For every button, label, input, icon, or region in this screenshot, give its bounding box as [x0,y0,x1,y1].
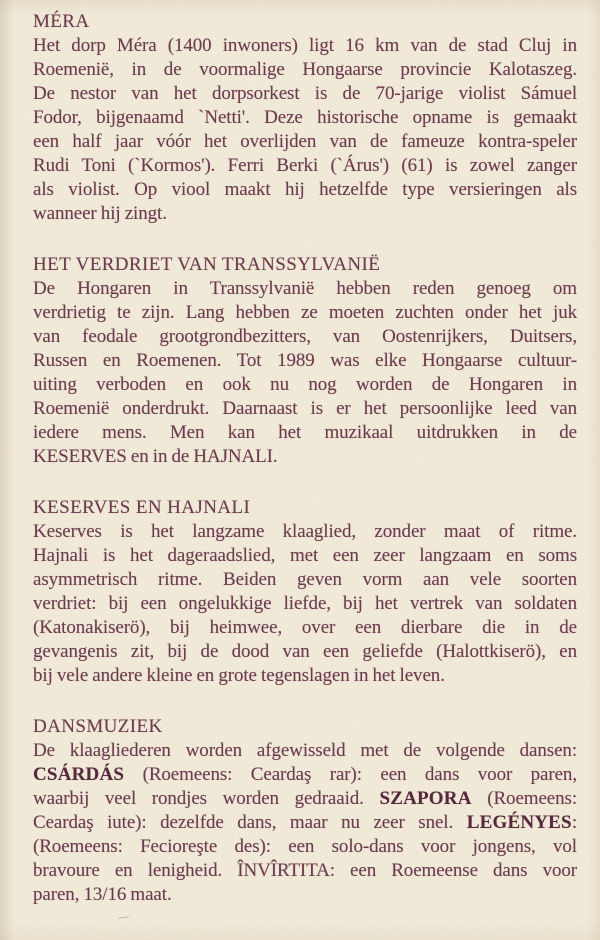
text-segment: verdrietig te zijn. Lang hebben ze moeten zuchten onder het juk [33,302,577,323]
text-line [33,277,577,301]
text-segment: bij vele andere kleine en grote tegenslagen in het leven. [33,665,445,686]
text-line [33,34,577,58]
section-dansmuziek [33,715,577,907]
text-line [33,397,577,421]
text-line [33,739,577,763]
section-keserves-en-hajnali [33,496,577,688]
text-line [33,445,577,469]
text-line [33,592,577,616]
section-heading: MÉRA [33,11,90,32]
text-line [33,640,577,664]
text-segment: uiting verboden en ook nu nog worden de Hongaren in [33,374,577,395]
section-heading: KESERVES EN HAJNALI [33,497,251,518]
text-segment: wanneer hij zingt. [33,203,167,224]
text-segment: KESERVES en in de HAJNALI. [33,446,278,467]
text-line [33,82,577,106]
text-line [33,373,577,397]
section-heading: DANSMUZIEK [33,716,163,737]
section-body [33,520,577,688]
text-line [33,325,577,349]
text-segment: bravoure en lenigheid. ÎNVÎRTITA: een Roemeense dans voor [33,860,577,881]
text-segment: Het dorp Méra (1400 inwoners) ligt 16 km van de stad Cluj in [33,35,577,56]
text-line [33,58,577,82]
text-line [33,544,577,568]
section-body [33,739,577,907]
section-heading: HET VERDRIET VAN TRANSSYLVANIË [33,254,381,275]
text-line [33,301,577,325]
text-segment: (Roemeens: Fecioreşte des): een solo-dans voor jongens, vol [33,836,577,857]
text-line [33,859,577,883]
text-segment: gevangenis zit, bij de dood van een geliefde (Halottkiserö), en [33,641,577,662]
text-line [33,811,577,835]
text-segment: Rudi Toni (`Kormos'). Ferri Berki (`Árus') (61) is zowel zanger [33,155,577,176]
text-segment: De nestor van het dorpsorkest is de 70-jarige violist Sámuel [33,83,577,104]
text-line [33,349,577,373]
text-line [33,883,577,907]
text-segment: De Hongaren in Transsylvanië hebben reden genoeg om [33,278,577,299]
text-segment: Ceardaş iute): dezelfde dans, maar nu zeer snel. [33,812,467,833]
text-line [33,130,577,154]
text-segment: Hajnali is het dageraadslied, met een zeer langzaam en soms [33,545,577,566]
text-segment: (Katonakiserö), bij heimwee, over een dierbare die in de [33,617,577,638]
bold-dance-term: LEGÉNYES [466,812,572,833]
text-segment: : [571,812,577,833]
section-verdriet-van-transsylvanie [33,253,577,469]
text-line [33,520,577,544]
text-segment: De klaagliederen worden afgewisseld met de volgende dansen: [33,740,577,761]
bold-dance-term: SZAPORA [379,788,472,809]
text-line [33,763,577,787]
text-segment: Keserves is het langzame klaaglied, zonder maat of ritme. [33,521,577,542]
text-segment: verdriet: bij een ongelukkige liefde, bij het vertrek van soldaten [33,593,577,614]
text-segment: waarbij veel rondjes worden gedraaid. [33,788,380,809]
text-line [33,154,577,178]
text-line [33,421,577,445]
text-segment: als violist. Op viool maakt hij hetzelfde type versieringen als [33,179,577,200]
text-segment: Roemenië, in de voormalige Hongaarse provincie Kalotaszeg. [33,59,577,80]
text-segment: Russen en Roemenen. Tot 1989 was elke Hongaarse cultuur- [33,350,577,371]
bold-dance-term: CSÁRDÁS [33,764,125,785]
text-segment: asymmetrisch ritme. Beiden geven vorm aan vele soorten [33,569,577,590]
text-line [33,616,577,640]
text-segment: van feodale grootgrondbezitters, van Oostenrijkers, Duitsers, [33,326,577,347]
section-body [33,34,577,226]
section-mera [33,10,577,226]
text-segment: Roemenië onderdrukt. Daarnaast is er het persoonlijke leed van [33,398,577,419]
text-line [33,664,577,688]
text-line [33,835,577,859]
text-segment: paren, 13/16 maat. [33,884,172,905]
text-line [33,568,577,592]
page-content [33,10,577,907]
text-segment: (Roemeens: [471,788,578,809]
text-segment: Fodor, bijgenaamd `Netti'. Deze historische opname is gemaakt [33,107,577,128]
text-line [33,106,577,130]
text-segment: iedere mens. Men kan het muzikaal uitdrukken in de [33,422,577,443]
paper-smudge [118,916,129,919]
text-line [33,178,577,202]
text-segment: (Roemeens: Ceardaş rar): een dans voor paren, [124,764,577,785]
text-segment: een half jaar vóór het overlijden van de fameuze kontra-speler [33,131,577,152]
section-body [33,277,577,469]
text-line [33,202,577,226]
text-line [33,787,577,811]
